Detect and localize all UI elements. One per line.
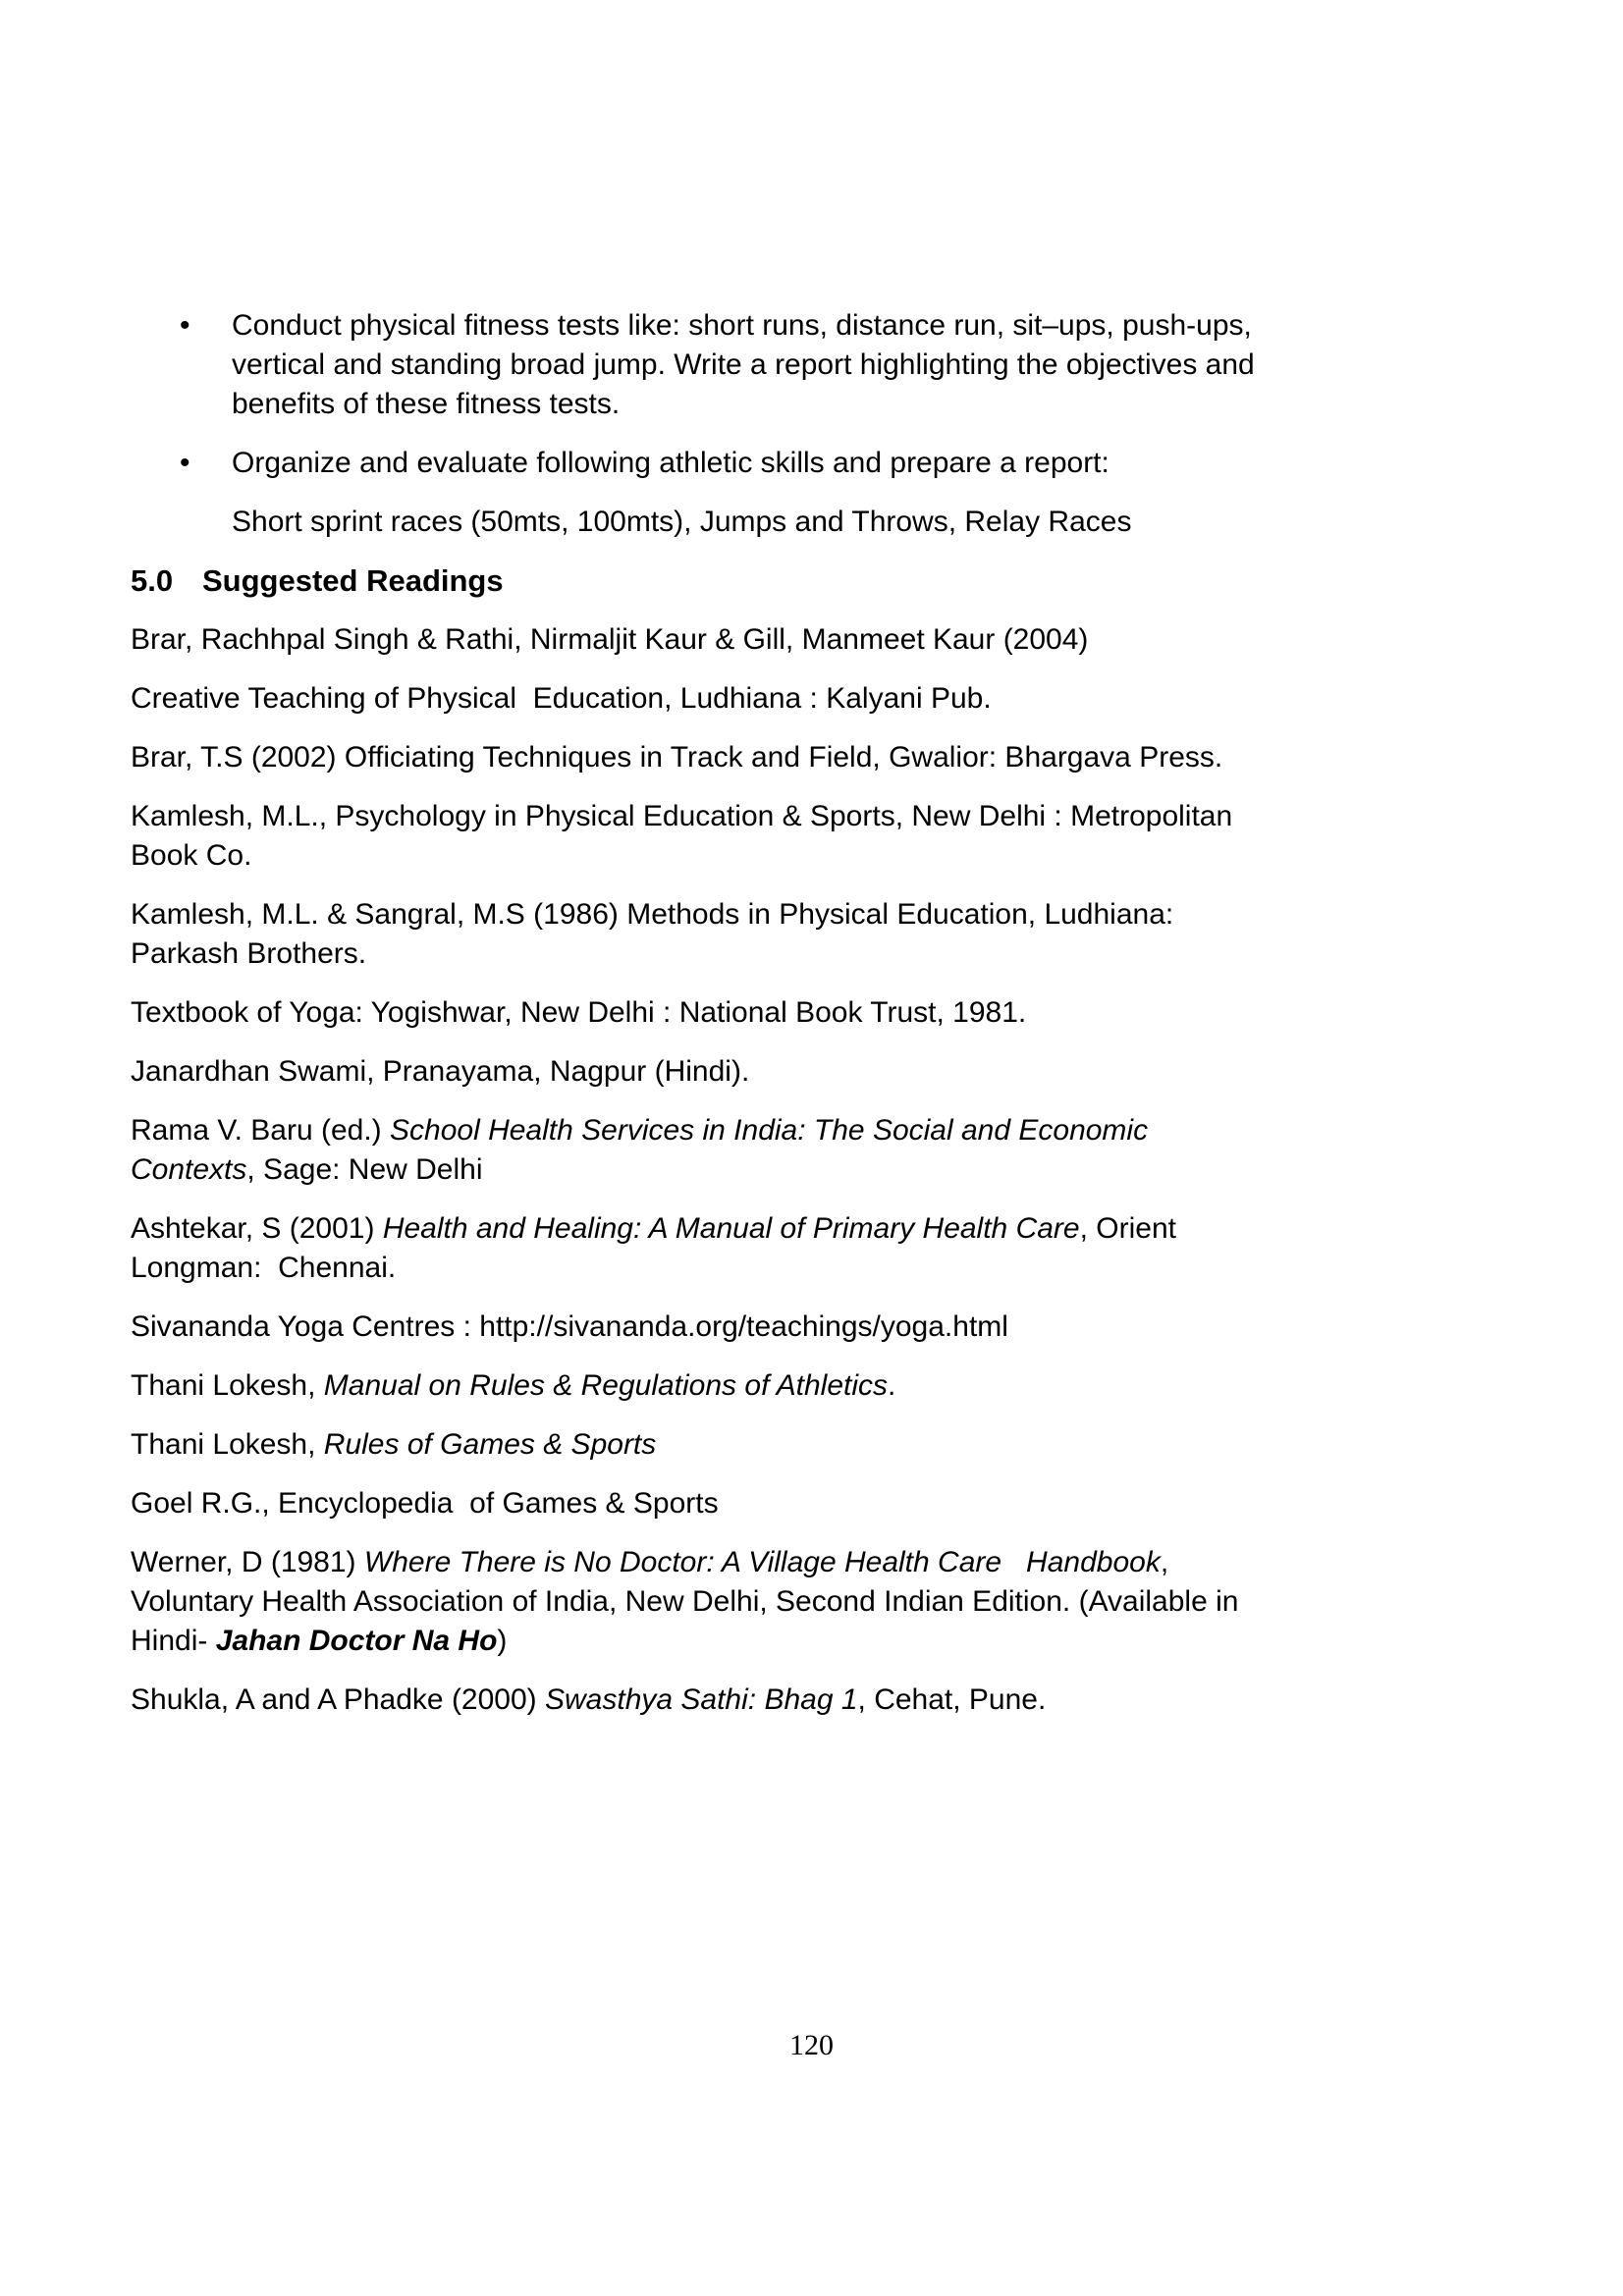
text-segment: Health and Healing: A Manual of Primary Health Care bbox=[382, 1212, 1080, 1245]
text-line bbox=[131, 738, 1397, 777]
text-segment: Book Co. bbox=[131, 839, 252, 872]
text-segment: , bbox=[1160, 1546, 1169, 1578]
text-segment: Longman: Chennai. bbox=[131, 1252, 397, 1284]
text-segment: Where There is No Doctor: A Village Health Care Handbook bbox=[363, 1546, 1161, 1578]
text-segment: Short sprint races (50mts, 100mts), Jumps and Throws, Relay Races bbox=[232, 506, 1132, 538]
section-heading-suggested-readings bbox=[131, 561, 1397, 601]
text-segment: ) bbox=[497, 1625, 508, 1657]
text-segment: , Cehat, Pune. bbox=[857, 1683, 1047, 1716]
text-line bbox=[232, 306, 1397, 346]
text-line bbox=[131, 679, 1397, 719]
text-line bbox=[131, 1052, 1397, 1092]
text-segment: Contexts bbox=[131, 1153, 247, 1186]
text-segment: vertical and standing broad jump. Write a report highlighting the objectives and bbox=[232, 348, 1255, 381]
text-line bbox=[131, 1484, 1397, 1523]
text-line bbox=[232, 385, 1397, 424]
reading-kamlesh-psychology bbox=[131, 797, 1397, 876]
reading-thani-lokesh-rules bbox=[131, 1425, 1397, 1465]
text-segment: Thani Lokesh, bbox=[131, 1369, 324, 1402]
text-line bbox=[131, 1582, 1397, 1622]
reading-shukla-phadke bbox=[131, 1681, 1397, 1720]
text-line bbox=[131, 1111, 1397, 1150]
reading-creative-teaching bbox=[131, 679, 1397, 719]
text-segment: Rama V. Baru (ed.) bbox=[131, 1114, 391, 1147]
text-line bbox=[131, 620, 1397, 660]
text-segment: Sivananda Yoga Centres : http://sivananda.org/teachings/yoga.html bbox=[131, 1310, 1008, 1343]
heading-number: 5.0 bbox=[131, 563, 174, 598]
text-segment: Swasthya Sathi: Bhag 1 bbox=[545, 1683, 858, 1716]
text-segment: Brar, Rachhpal Singh & Rathi, Nirmaljit Kaur & Gill, Manmeet Kaur (2004) bbox=[131, 623, 1089, 656]
text-line bbox=[131, 1150, 1397, 1190]
reading-goel-encyclopedia bbox=[131, 1484, 1397, 1523]
reading-brar-rathi-gill bbox=[131, 620, 1397, 660]
text-segment: Textbook of Yoga: Yogishwar, New Delhi : National Book Trust, 1981. bbox=[131, 996, 1027, 1029]
text-line bbox=[131, 1366, 1397, 1406]
text-segment: Shukla, A and A Phadke (2000) bbox=[131, 1683, 545, 1716]
text-line bbox=[131, 1681, 1397, 1720]
text-segment: Goel R.G., Encyclopedia of Games & Sports bbox=[131, 1487, 719, 1520]
text-segment: Parkash Brothers. bbox=[131, 937, 367, 970]
bullet-icon: • bbox=[180, 447, 190, 479]
text-segment: Rules of Games & Sports bbox=[323, 1428, 657, 1461]
text-segment: , Sage: New Delhi bbox=[246, 1153, 483, 1186]
text-segment: School Health Services in India: The Social and Economic bbox=[390, 1114, 1149, 1147]
reading-ashtekar bbox=[131, 1209, 1397, 1288]
text-segment: Conduct physical fitness tests like: short runs, distance run, sit–ups, push-ups, bbox=[232, 309, 1252, 342]
text-segment: Creative Teaching of Physical Education, Ludhiana : Kalyani Pub. bbox=[131, 682, 992, 715]
text-line bbox=[131, 836, 1397, 876]
text-segment: Janardhan Swami, Pranayama, Nagpur (Hindi). bbox=[131, 1055, 750, 1088]
reading-rama-baru bbox=[131, 1111, 1397, 1190]
text-line bbox=[232, 346, 1397, 385]
text-segment: Ashtekar, S (2001) bbox=[131, 1212, 383, 1245]
text-segment: Voluntary Health Association of India, New Delhi, Second Indian Edition. (Available in bbox=[131, 1585, 1239, 1618]
text-line bbox=[131, 1543, 1397, 1582]
reading-werner bbox=[131, 1543, 1397, 1661]
text-segment: , Orient bbox=[1079, 1212, 1176, 1245]
text-segment: Thani Lokesh, bbox=[131, 1428, 324, 1461]
text-segment: . bbox=[888, 1369, 896, 1402]
text-segment: benefits of these fitness tests. bbox=[232, 388, 621, 420]
text-line bbox=[131, 1622, 1397, 1661]
text-line bbox=[131, 797, 1397, 836]
page-number: 120 bbox=[789, 2029, 834, 2061]
reading-janardhan-swami bbox=[131, 1052, 1397, 1092]
reading-brar-officiating bbox=[131, 738, 1397, 777]
reading-sivananda-yoga bbox=[131, 1308, 1397, 1347]
reading-kamlesh-sangral-methods bbox=[131, 895, 1397, 974]
text-segment: Organize and evaluate following athletic skills and prepare a report: bbox=[232, 447, 1109, 479]
bullet-item-fitness-tests bbox=[131, 306, 1397, 424]
text-line bbox=[131, 1249, 1397, 1288]
text-line bbox=[131, 1209, 1397, 1249]
text-segment: Kamlesh, M.L., Psychology in Physical Education & Sports, New Delhi : Metropolitan bbox=[131, 800, 1233, 832]
document-body bbox=[131, 306, 1397, 1739]
text-segment: Kamlesh, M.L. & Sangral, M.S (1986) Methods in Physical Education, Ludhiana: bbox=[131, 898, 1174, 931]
text-line bbox=[131, 1308, 1397, 1347]
text-line bbox=[131, 895, 1397, 934]
text-line bbox=[131, 1425, 1397, 1465]
text-segment: Werner, D (1981) bbox=[131, 1546, 364, 1578]
heading-title: Suggested Readings bbox=[202, 563, 504, 598]
text-line bbox=[131, 993, 1397, 1033]
text-segment: Hindi- bbox=[131, 1625, 216, 1657]
bullet-icon: • bbox=[180, 309, 190, 342]
reading-thani-lokesh-manual bbox=[131, 1366, 1397, 1406]
text-segment: Brar, T.S (2002) Officiating Techniques in Track and Field, Gwalior: Bhargava Press. bbox=[131, 741, 1223, 774]
text-segment: Manual on Rules & Regulations of Athletics bbox=[323, 1369, 889, 1402]
reading-textbook-of-yoga bbox=[131, 993, 1397, 1033]
text-line bbox=[232, 444, 1397, 483]
text-line bbox=[232, 503, 1397, 542]
text-line bbox=[131, 934, 1397, 974]
text-segment: Jahan Doctor Na Ho bbox=[215, 1625, 498, 1657]
bullet-item-athletic-skills bbox=[131, 444, 1397, 483]
paragraph-sprint-races bbox=[131, 503, 1397, 542]
